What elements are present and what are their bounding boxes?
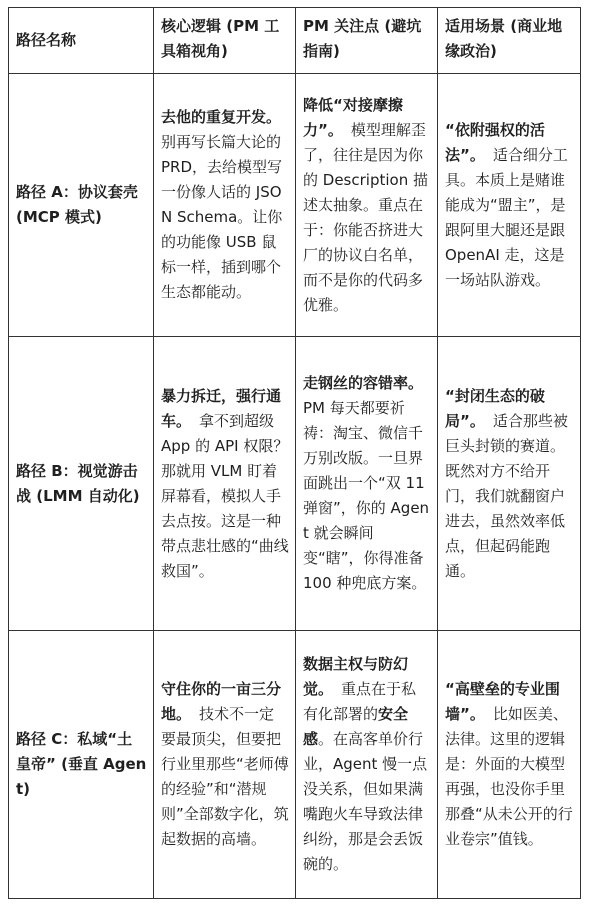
header-path-name: 路径名称 [9, 8, 154, 74]
cell-lead: 暴力拆迁，强行通车。 [161, 386, 282, 430]
cell-body: 技术不一定要最顶尖，但要把行业里那些“老师傅的经验”和“潜规则”全部数字化，筑起数据的高墙。 [161, 705, 289, 848]
path-name-cell: 路径 B：视觉游击战 (LMM 自动化) [9, 337, 154, 631]
cell-lead: “高壁垒的专业围墙”。 [445, 680, 560, 723]
header-scenario: 适用场景 (商业地缘政治) [438, 8, 581, 74]
header-pm-focus: PM 关注点 (避坑指南) [296, 8, 438, 74]
pm-focus-cell [296, 337, 438, 631]
cell-emphasis: 安全感 [303, 705, 409, 748]
core-logic-cell [154, 337, 296, 631]
cell-body: 模型理解歪了，往往是因为你的 Description 描述太抽象。重点在于：你能否挤进大厂的协议白名单，而不是你的代码多优雅。 [303, 120, 428, 314]
cell-lead: 去他的重复开发。 [161, 108, 282, 126]
table-row [9, 337, 581, 631]
table-row [9, 74, 581, 337]
cell-body: 适合那些被巨头封锁的赛道。既然对方不给开门，我们就翻窗户进去，虽然效率低点，但起码能跑通。 [445, 411, 568, 580]
pm-focus-cell [296, 74, 438, 337]
header-row [9, 8, 581, 74]
path-name-cell: 路径 A：协议套壳 (MCP 模式) [9, 74, 154, 337]
scenario-cell [438, 631, 581, 899]
cell-body: 别再写长篇大论的 PRD，去给模型写一份像人话的 JSON Schema。让你的功能像 USB 鼠标一样，插到哪个生态都能动。 [161, 133, 283, 301]
cell-body: 拿不到超级 App 的 API 权限？那就用 VLM 盯着屏幕看，模拟人手去点按。这是一种带点悲壮感的“曲线救国”。 [161, 411, 289, 580]
cell-body: PM 每天都要祈祷：淘宝、微信千万别改版。一旦界面跳出一个“双 11 弹窗”，你的 Agent 就会瞬间变“瞎”，你得准备 100 种兜底方案。 [303, 399, 430, 592]
cell-body: 。在高客单价行业，Agent 慢一点没关系，但如果满嘴跑火车导致法律纠纷，那是会丢饭碗的。 [303, 730, 428, 873]
scenario-cell [438, 337, 581, 631]
cell-lead: “依附强权的活法”。 [445, 120, 545, 164]
pm-focus-cell [296, 631, 438, 899]
cell-lead: “封闭生态的破局”。 [445, 386, 545, 430]
cell-lead: 降低“对接摩擦力”。 [303, 95, 403, 139]
header-core-logic: 核心逻辑 (PM 工具箱视角) [154, 8, 296, 74]
cell-body: 重点在于私有化部署的 [303, 680, 417, 723]
core-logic-cell [154, 631, 296, 899]
cell-lead: 数据主权与防幻觉。 [303, 655, 409, 698]
comparison-table [8, 7, 581, 899]
cell-lead: 走钢丝的容错率。 [303, 374, 424, 392]
path-name-cell: 路径 C：私域“土皇帝” (垂直 Agent) [9, 631, 154, 899]
table-row [9, 631, 581, 899]
cell-lead: 守住你的一亩三分地。 [161, 680, 282, 723]
cell-body: 比如医美、法律。这里的逻辑是：外面的大模型再强，也没你手里那叠“从未公开的行业卷宗”值钱。 [445, 705, 573, 848]
scenario-cell [438, 74, 581, 337]
core-logic-cell [154, 74, 296, 337]
cell-body: 适合细分工具。本质上是赌谁能成为“盟主”，是跟阿里大腿还是跟 OpenAI 走，这是一场站队游戏。 [445, 145, 568, 289]
